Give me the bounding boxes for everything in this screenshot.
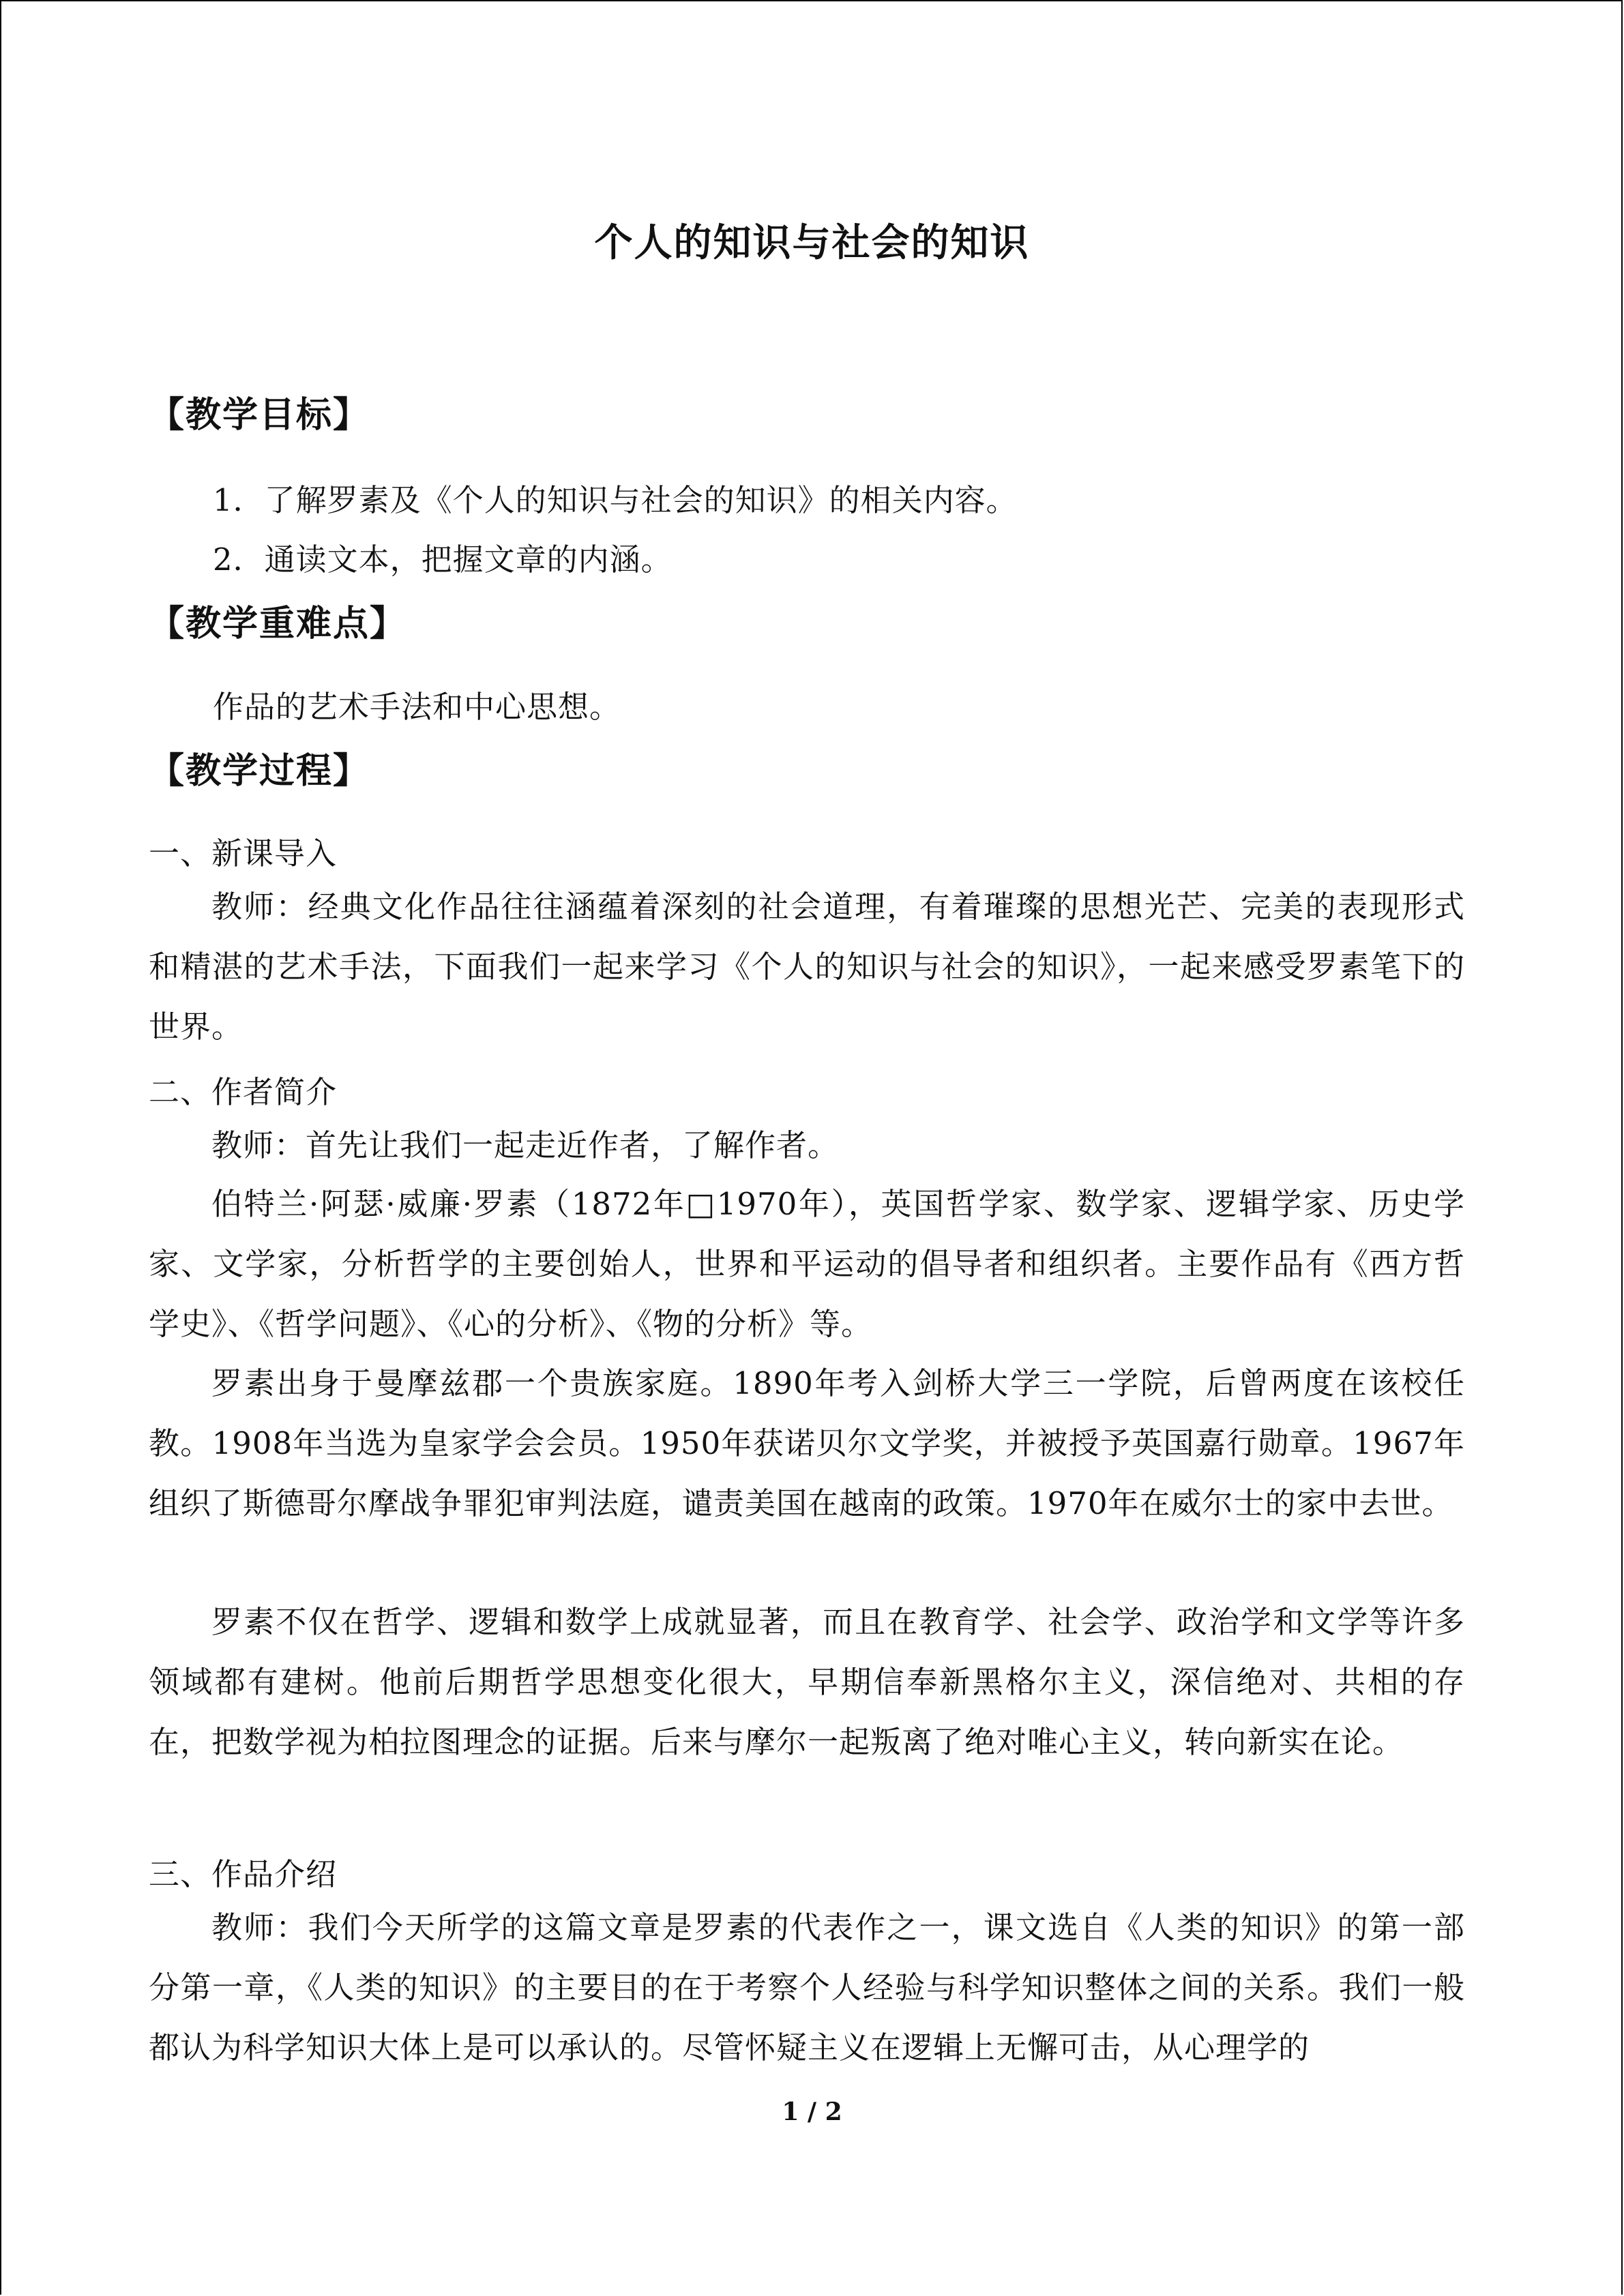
part1-title: 一、新课导入 <box>149 835 338 871</box>
document-title: 个人的知识与社会的知识 <box>594 220 1030 265</box>
heading-process: 【教学过程】 <box>149 750 370 792</box>
part2-paragraph-4: 罗素不仅在哲学、逻辑和数学上成就显著，而且在教育学、社会学、政治学和文学等许多领域都有建树。他前后期哲学思想变化很大，早期信奉新黑格尔主义，深信绝对、共相的存在，把数学视为柏拉图理念的证据。后来与摩尔一起叛离了绝对唯心主义，转向新实在论。 <box>149 1604 1465 1760</box>
part2-title: 二、作者简介 <box>149 1074 338 1110</box>
objective-item-1: 1．了解罗素及《个人的知识与社会的知识》的相关内容。 <box>213 482 1018 518</box>
part3-paragraph: 教师：我们今天所学的这篇文章是罗素的代表作之一，课文选自《人类的知识》的第一部分第一章，《人类的知识》的主要目的在于考察个人经验与科学知识整体之间的关系。我们一般都认为科学知识大体上是可以承认的。尽管怀疑主义在逻辑上无懈可击，从心理学的 <box>149 1909 1465 2066</box>
heading-key-points: 【教学重难点】 <box>149 603 407 644</box>
page-number: 1 / 2 <box>782 2098 842 2126</box>
part2-paragraph-1: 教师：首先让我们一起走近作者，了解作者。 <box>211 1127 840 1163</box>
objective-item-2: 2．通读文本，把握文章的内涵。 <box>213 541 673 578</box>
heading-objectives: 【教学目标】 <box>149 394 370 436</box>
part2-paragraph-2: 伯特兰·阿瑟·威廉·罗素（1872年□1970年），英国哲学家、数学家、逻辑学家、历史学家、文学家，分析哲学的主要创始人，世界和平运动的倡导者和组织者。主要作品有《西方哲学史》、《哲学问题》、《心的分析》、《物的分析》等。 <box>149 1186 1465 1342</box>
part2-paragraph-3: 罗素出身于曼摩兹郡一个贵族家庭。1890年考入剑桥大学三一学院，后曾两度在该校任教。1908年当选为皇家学会会员。1950年获诺贝尔文学奖，并被授予英国嘉行勋章。1967年组织了斯德哥尔摩战争罪犯审判法庭，谴责美国在越南的政策。1970年在威尔士的家中去世。 <box>149 1365 1465 1521</box>
part3-title: 三、作品介绍 <box>149 1856 338 1892</box>
part1-paragraph: 教师：经典文化作品往往涵蕴着深刻的社会道理，有着璀璨的思想光芒、完美的表现形式和精湛的艺术手法，下面我们一起来学习《个人的知识与社会的知识》，一起来感受罗素笔下的世界。 <box>149 889 1465 1045</box>
key-points-text: 作品的艺术手法和中心思想。 <box>213 689 621 725</box>
